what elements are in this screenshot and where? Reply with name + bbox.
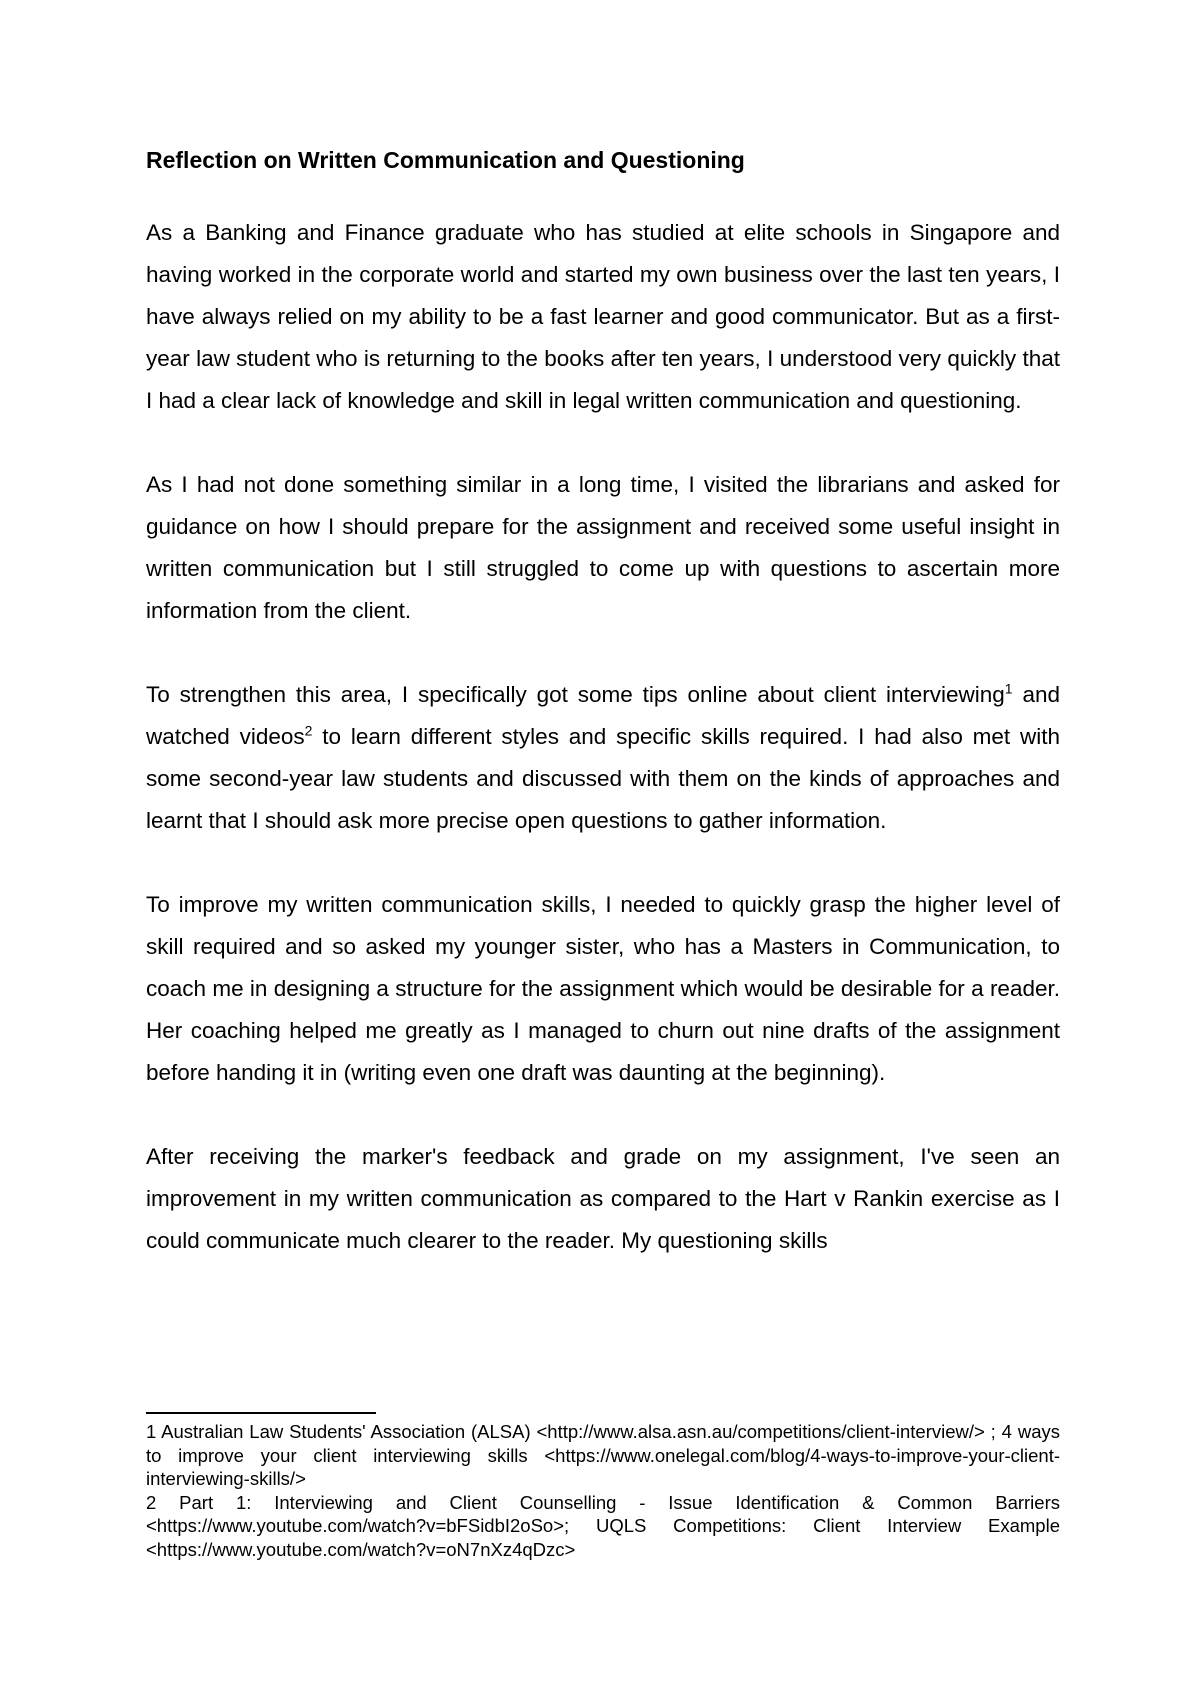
paragraph-librarians: As I had not done something similar in a long time, I visited the librarians and asked for guidance on how I should prepare for the assignment and received some useful insight in written communication but I still struggled to come up with questions to ascertain more information from the client.	[146, 472, 1060, 623]
paragraph-text-segment: and watched videos	[146, 682, 1060, 749]
document-title: Reflection on Written Communication and Questioning	[146, 147, 745, 173]
paragraph-text-segment: to learn different styles and specific skills required. I had also met with some second-year law students and discussed with them on the kinds of approaches and learnt that I should ask more precise open questions to gather information.	[146, 724, 1060, 833]
footnote-2: 2 Part 1: Interviewing and Client Counselling - Issue Identification & Common Barriers <https://www.youtube.com/watch?v=bFSidbI2oSo>; UQLS Competitions: Client Interview Example <https://www.youtube.com/watch?v=oN7nXz4qDzc>	[146, 1491, 1060, 1560]
footnote-1: 1 Australian Law Students' Association (ALSA) <http://www.alsa.asn.au/competitions/client-interview/> ; 4 ways to improve your client interviewing skills <https://www.onelegal.com/blog/4-ways-to-improve-your-client-interviewing-skills/>	[146, 1421, 1060, 1489]
paragraph-strengthen	[146, 674, 1060, 842]
paragraph-improve-writing: To improve my written communication skills, I needed to quickly grasp the higher level of skill required and so asked my younger sister, who has a Masters in Communication, to coach me in designing a structure for the assignment which would be desirable for a reader. Her coaching helped me greatly as I managed to churn out nine drafts of the assignment before handing it in (writing even one draft was daunting at the beginning).	[146, 892, 1060, 1085]
footnotes-section	[146, 1412, 1060, 1561]
paragraph-feedback: After receiving the marker's feedback and grade on my assignment, I've seen an improvement in my written communication as compared to the Hart v Rankin exercise as I could communicate much clearer to the reader. My questioning skills	[146, 1144, 1060, 1253]
paragraph-text-segment: To strengthen this area, I specifically got some tips online about client interviewing	[146, 682, 1005, 707]
footnote-separator	[146, 1412, 376, 1414]
document-body	[146, 143, 1060, 1304]
paragraph-background: As a Banking and Finance graduate who has studied at elite schools in Singapore and having worked in the corporate world and started my own business over the last ten years, I have always relied on my ability to be a fast learner and good communicator. But as a first-year law student who is returning to the books after ten years, I understood very quickly that I had a clear lack of knowledge and skill in legal written communication and questioning.	[146, 220, 1060, 413]
footnote-ref-1: 1	[1004, 680, 1013, 697]
footnote-ref-2: 2	[304, 722, 313, 739]
